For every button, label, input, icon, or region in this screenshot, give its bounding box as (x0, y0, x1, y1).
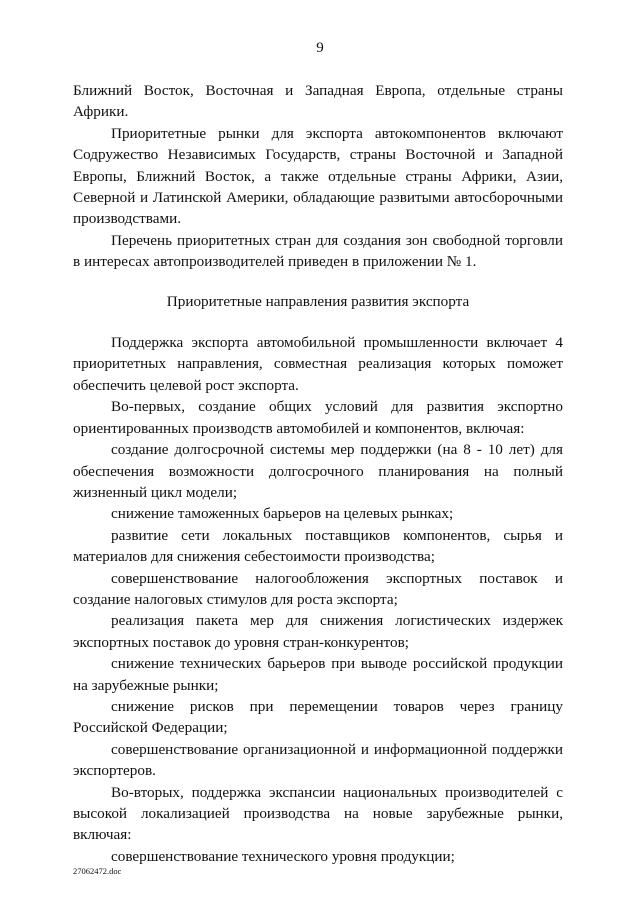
list-item-9: совершенствование технического уровня продукции; (111, 847, 455, 865)
list-item-8: совершенствование организационной и информационной поддержки экспортеров. (73, 740, 563, 780)
list-item-3: развитие сети локальных поставщиков компонентов, сырья и материалов для снижения себестоимости производства; (73, 526, 563, 566)
list-item-2: снижение таможенных барьеров на целевых рынках; (111, 505, 454, 523)
paragraph-3: Перечень приоритетных стран для создания зон свободной торговли в интересах автопроизводителей приведен в приложении № 1. (73, 231, 563, 271)
section-heading: Приоритетные направления развития экспорта (166, 292, 470, 310)
paragraph-6: Во-вторых, поддержка экспансии национальных производителей с высокой локализацией производства на новые зарубежные рынки, включая: (73, 783, 563, 844)
paragraph-4: Поддержка экспорта автомобильной промышленности включает 4 приоритетных направления, совместная реализация которых поможет обеспечить целевой рост экспорта. (73, 334, 563, 394)
list-item-4: совершенствование налогообложения экспортных поставок и создание налоговых стимулов для роста экспорта; (73, 569, 563, 608)
list-item-1: создание долгосрочной системы мер поддержки (на 8 - 10 лет) для обеспечения возможности долгосрочного планирования на полный жизненный цикл модели; (73, 441, 563, 501)
list-item-5: реализация пакета мер для снижения логистических издержек экспортных поставок до уровня стран-конкурентов; (73, 612, 563, 651)
paragraph-1: Ближний Восток, Восточная и Западная Европа, отдельные страны Африки. (73, 82, 563, 121)
paragraph-2: Приоритетные рынки для экспорта автокомпонентов включают Содружество Независимых Государств, страны Восточной и Западной Европы, Ближний Восток, а также отдельные страны Африки, Азии, Северной и Латинской Америки, обладающие развитыми автосборочными производствами. (73, 124, 563, 228)
file-name-footer: 27062472.doc (73, 866, 122, 876)
list-item-7: снижение рисков при перемещении товаров через границу Российской Федерации; (73, 697, 563, 737)
document-body (73, 80, 563, 867)
list-item-6: снижение технических барьеров при выводе российской продукции на зарубежные рынки; (73, 655, 563, 694)
page-number: 9 (316, 40, 324, 56)
paragraph-5: Во-первых, создание общих условий для развития экспортно ориентированных производств автомобилей и компонентов, включая: (73, 398, 563, 437)
